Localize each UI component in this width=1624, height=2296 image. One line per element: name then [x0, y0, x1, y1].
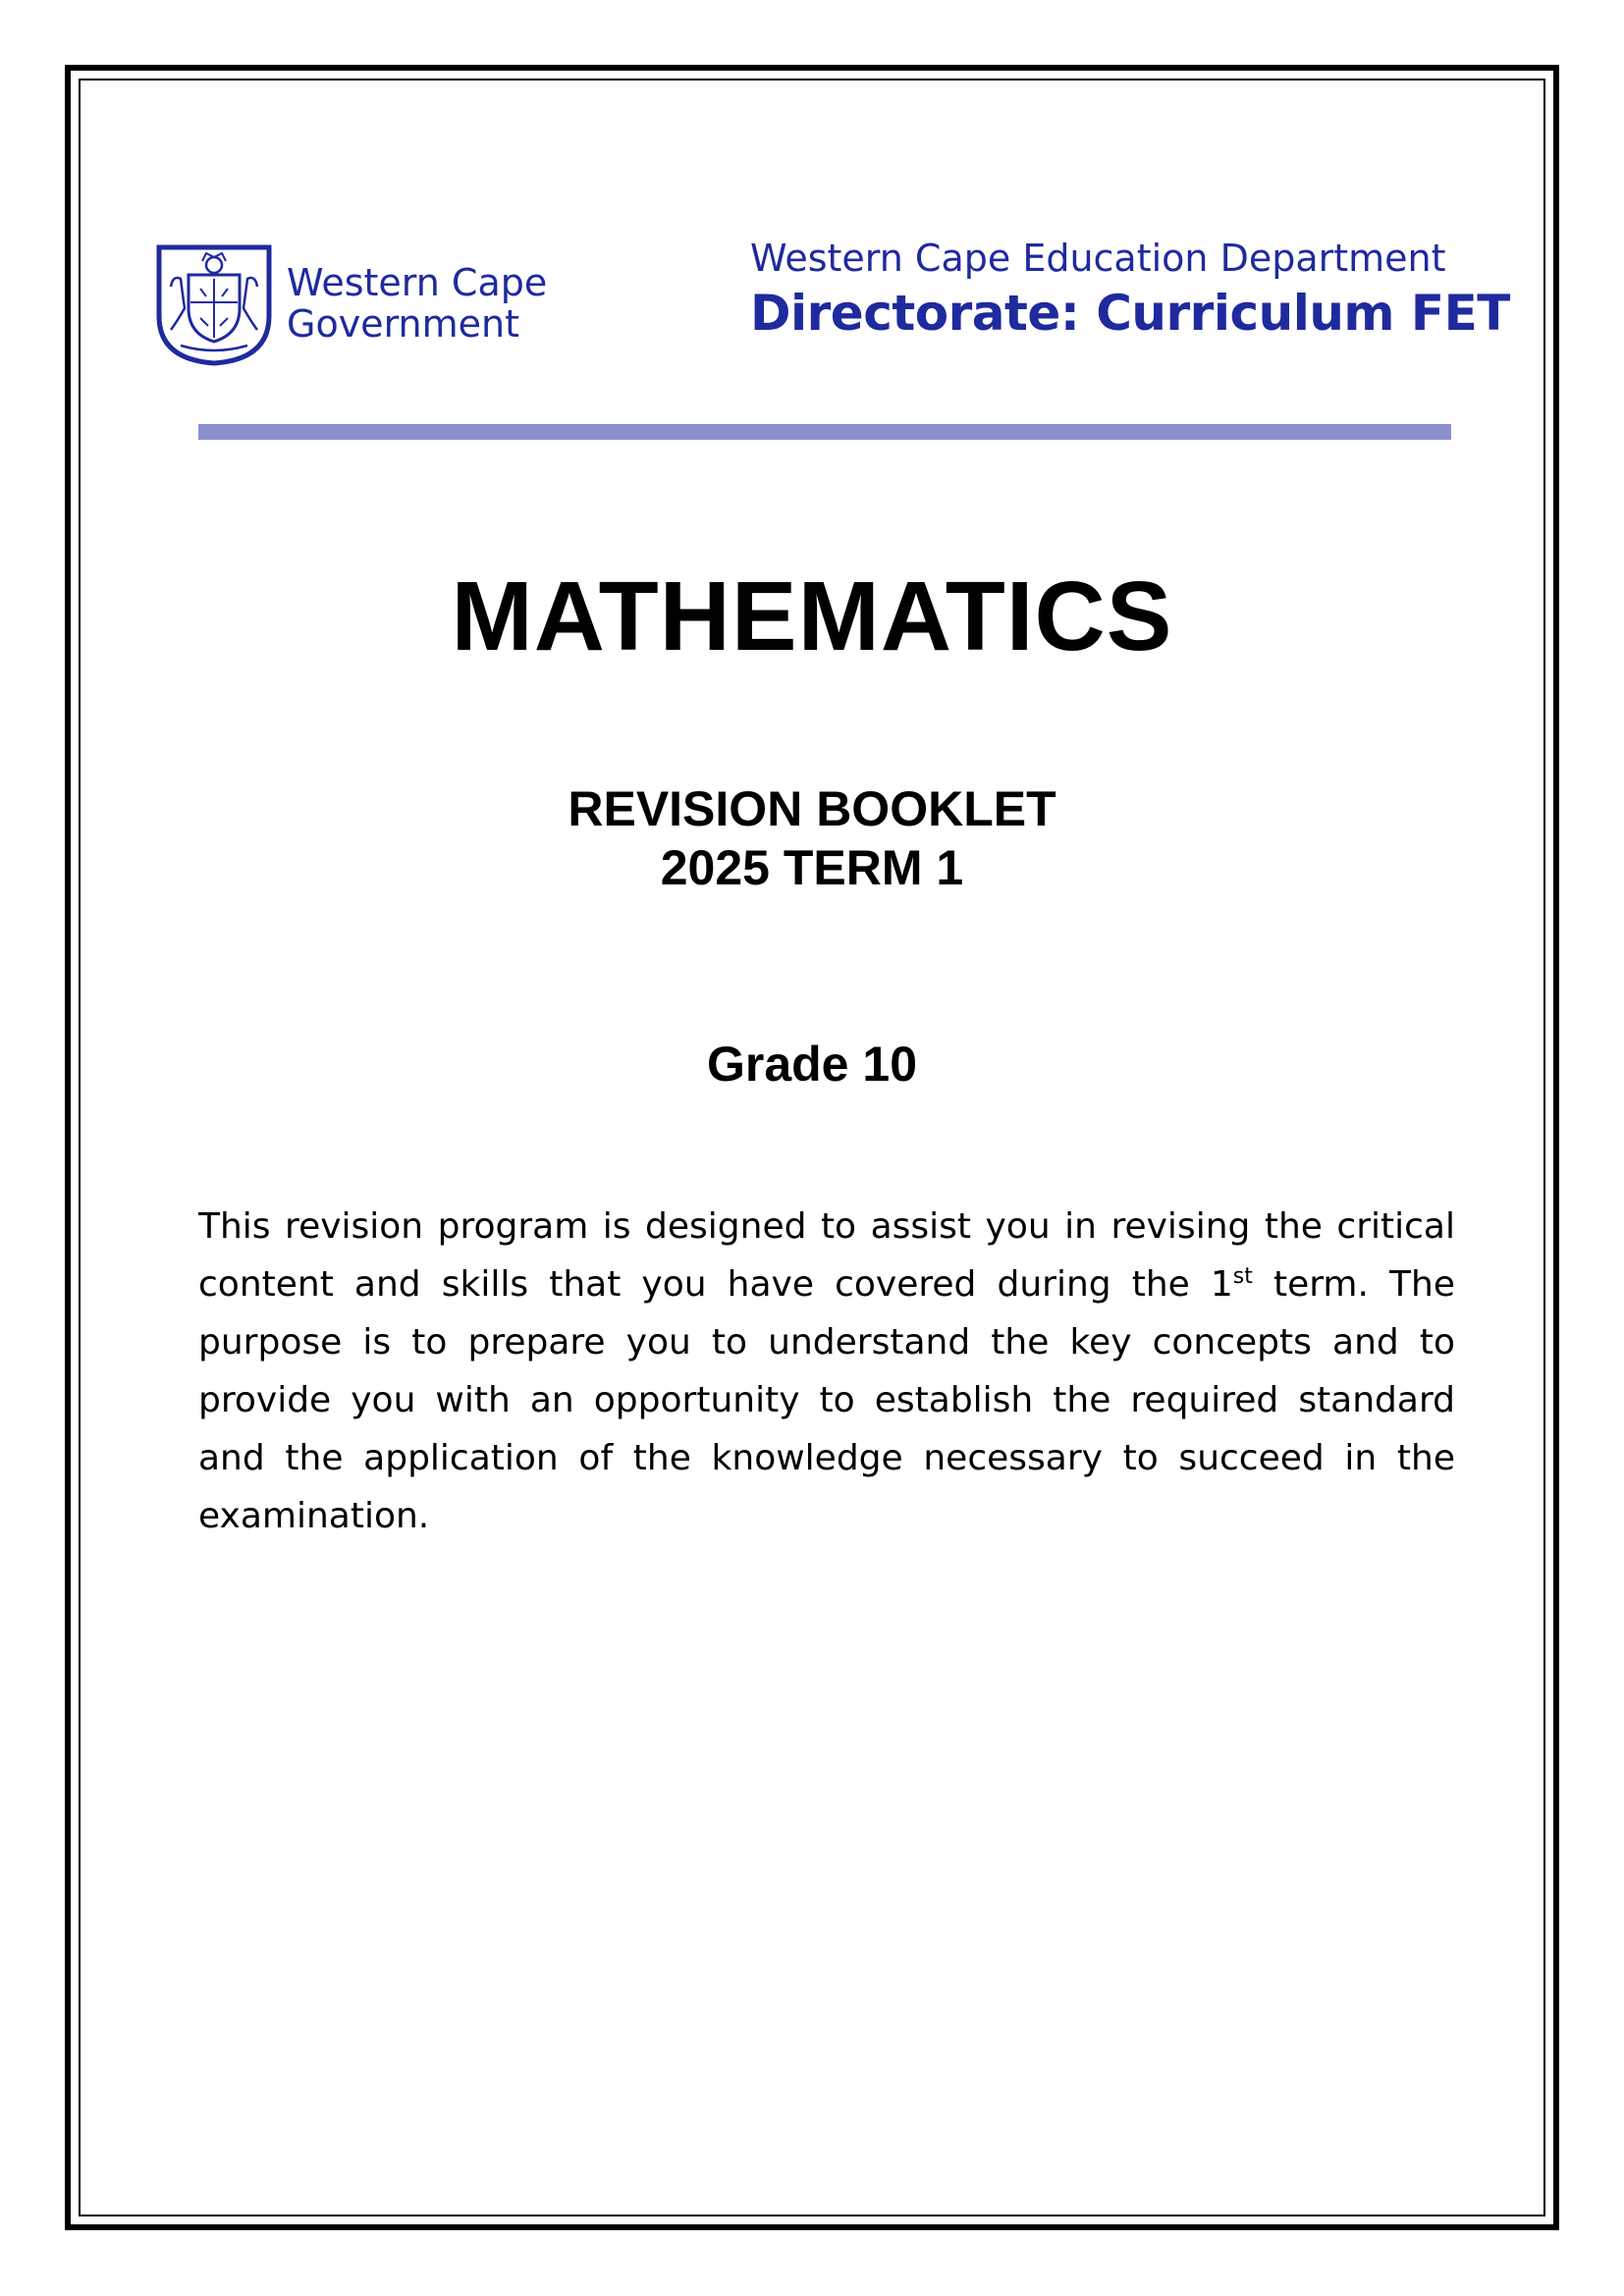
booklet-subtitle: [0, 779, 1624, 897]
government-name-line2: Government: [287, 302, 519, 346]
department-name: Western Cape Education Department: [750, 237, 1446, 280]
ordinal-suffix: st: [1232, 1264, 1253, 1289]
government-name-line1: Western Cape: [287, 261, 548, 304]
booklet-term: 2025 TERM 1: [660, 840, 964, 895]
booklet-title: REVISION BOOKLET: [568, 781, 1056, 836]
intro-paragraph: [198, 1198, 1455, 1545]
directorate-name: Directorate: Curriculum FET: [750, 285, 1510, 342]
page-border-inner: [79, 79, 1545, 2216]
header-divider: [198, 424, 1451, 440]
department-heading: [750, 234, 1510, 344]
government-name: [287, 262, 547, 345]
intro-text-part2: term. The purpose is to prepare you to understand the key concepts and to provide you with an opportunity to establish the required standard and the application of the knowledge necessary to succeed in the examination.: [198, 1264, 1455, 1536]
grade-label: Grade 10: [706, 1037, 917, 1092]
government-logo: [151, 240, 547, 367]
subject-title: MATHEMATICS: [451, 561, 1173, 671]
coat-of-arms-icon: [151, 240, 277, 367]
intro-text-part1: This revision program is designed to assist you in revising the critical content and skills that you have covered during the 1: [198, 1206, 1455, 1305]
